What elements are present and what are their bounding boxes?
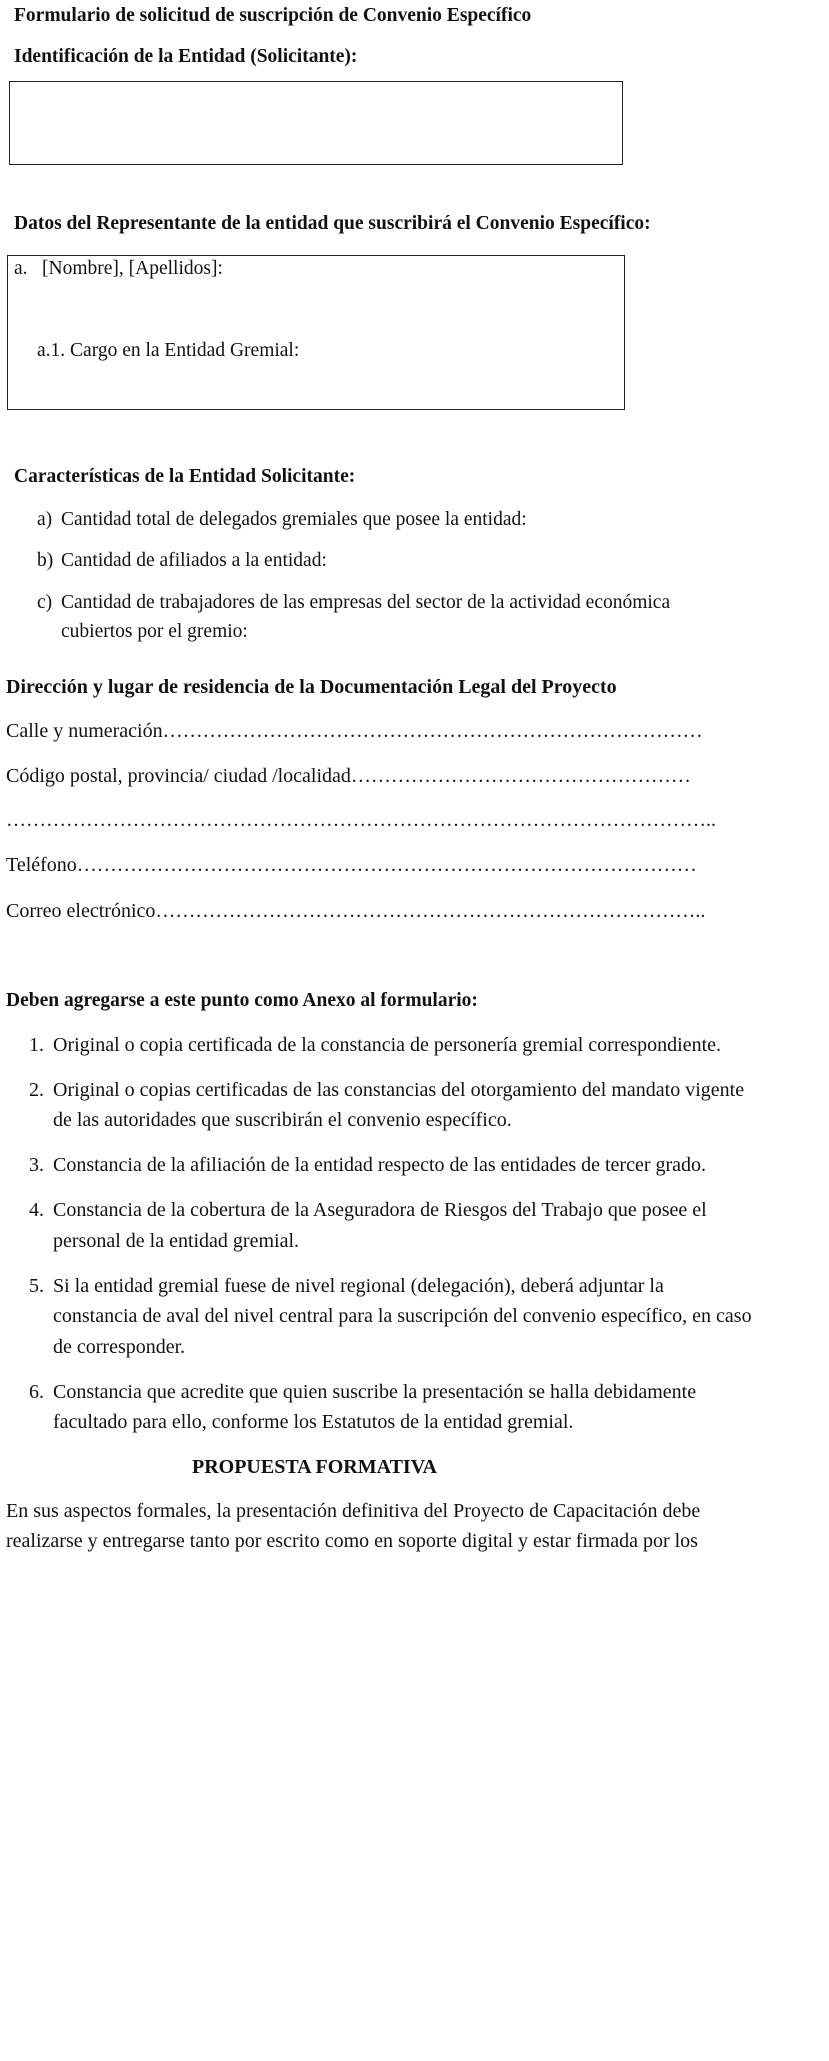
- anexo-item-4-line2: personal de la entidad gremial.: [53, 1230, 300, 1252]
- anexo-heading: Deben agregarse a este punto como Anexo al formulario:: [6, 990, 478, 1011]
- anexo-item-1-text: Original o copia certificada de la constancia de personería gremial correspondiente.: [53, 1034, 722, 1056]
- anexo-item-6-number: 6.: [29, 1381, 44, 1403]
- trabajadores-label-line1: Cantidad de trabajadores de las empresas del sector de la actividad económica: [61, 592, 671, 613]
- address-extra-field[interactable]: ……………………………………………………………………………………………..: [6, 809, 716, 831]
- item-b-marker: b): [37, 550, 54, 571]
- anexo-item-1-number: 1.: [29, 1034, 44, 1056]
- anexo-item-4-line1: Constancia de la cobertura de la Aseguradora de Riesgos del Trabajo que posee el: [53, 1199, 707, 1221]
- trabajadores-label-line2: cubiertos por el gremio:: [61, 621, 248, 642]
- cargo-label: a.1. Cargo en la Entidad Gremial:: [37, 340, 300, 361]
- direccion-heading: Dirección y lugar de residencia de la Documentación Legal del Proyecto: [6, 676, 617, 698]
- item-a-marker: a.: [14, 258, 28, 279]
- anexo-item-2-number: 2.: [29, 1079, 44, 1101]
- representante-heading: Datos del Representante de la entidad que suscribirá el Convenio Específico:: [14, 213, 651, 234]
- representante-name-label: [Nombre], [Apellidos]:: [42, 258, 223, 279]
- anexo-item-5-number: 5.: [29, 1275, 44, 1297]
- propuesta-heading: PROPUESTA FORMATIVA: [191, 1456, 438, 1478]
- calle-field[interactable]: Calle y numeración………………………………………………………………………: [6, 720, 703, 742]
- anexo-item-2-line2: de las autoridades que suscribirán el convenio específico.: [53, 1109, 512, 1131]
- anexo-item-2-line1: Original o copias certificadas de las constancias del otorgamiento del mandato vigente: [53, 1079, 745, 1101]
- codigo-postal-field[interactable]: Código postal, provincia/ ciudad /localidad……………………………………………: [6, 765, 691, 787]
- caracteristicas-heading: Características de la Entidad Solicitante:: [14, 466, 356, 487]
- anexo-item-3-number: 3.: [29, 1154, 44, 1176]
- anexo-item-4-number: 4.: [29, 1199, 44, 1221]
- anexo-item-3-text: Constancia de la afiliación de la entidad respecto de las entidades de tercer grado.: [53, 1154, 707, 1176]
- anexo-item-5-line1: Si la entidad gremial fuese de nivel regional (delegación), deberá adjuntar la: [53, 1275, 664, 1297]
- identificacion-heading: Identificación de la Entidad (Solicitante):: [14, 46, 358, 67]
- form-title: Formulario de solicitud de suscripción de Convenio Específico: [14, 5, 532, 26]
- anexo-item-5-line3: de corresponder.: [53, 1336, 186, 1358]
- item-c-marker: c): [37, 592, 53, 613]
- anexo-item-6-line1: Constancia que acredite que quien suscribe la presentación se halla debidamente: [53, 1381, 697, 1403]
- telefono-field[interactable]: Teléfono…………………………………………………………………………………: [6, 854, 697, 876]
- anexo-item-5-line2: constancia de aval del nivel central para la suscripción del convenio específico, en caso: [53, 1305, 752, 1327]
- delegados-label: Cantidad total de delegados gremiales que posee la entidad:: [61, 509, 527, 530]
- item-a-marker: a): [37, 509, 53, 530]
- afiliados-label: Cantidad de afiliados a la entidad:: [61, 550, 327, 571]
- representante-box: [7, 255, 625, 410]
- propuesta-paragraph-line2: realizarse y entregarse tanto por escrito como en soporte digital y estar firmada por los: [6, 1530, 698, 1552]
- anexo-item-6-line2: facultado para ello, conforme los Estatutos de la entidad gremial.: [53, 1411, 574, 1433]
- correo-field[interactable]: Correo electrónico………………………………………………………………………..: [6, 900, 706, 922]
- identificacion-input-box[interactable]: [9, 81, 623, 165]
- propuesta-paragraph-line1: En sus aspectos formales, la presentación definitiva del Proyecto de Capacitación debe: [6, 1500, 701, 1522]
